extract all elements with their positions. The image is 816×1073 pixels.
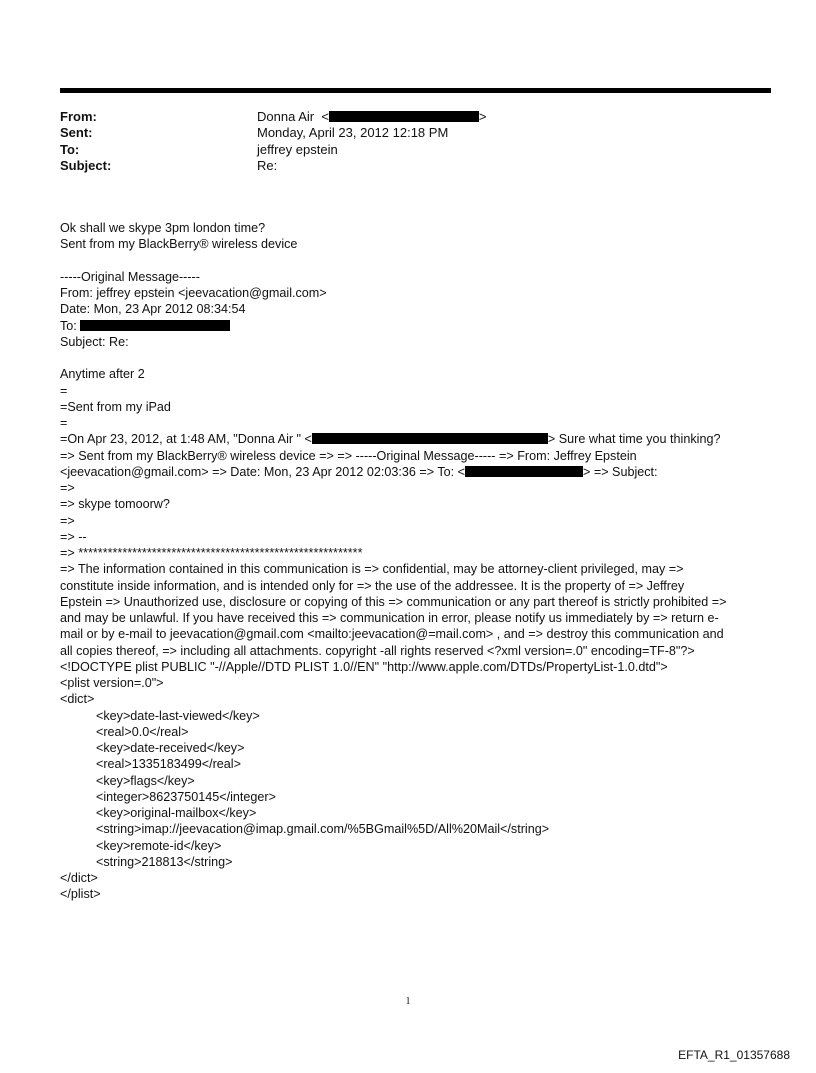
body-line: Subject: Re:: [60, 334, 129, 349]
body-line: <key>original-mailbox</key>: [96, 806, 257, 820]
body-line: =Sent from my iPad: [60, 399, 171, 414]
body-line: <key>date-last-viewed</key>: [96, 708, 260, 723]
redaction: [465, 466, 583, 477]
from-gt: >: [478, 109, 487, 124]
body-line: <key>date-received</key>: [96, 741, 245, 755]
text: =On Apr 23, 2012, at 1:48 AM, "Donna Air " <: [60, 432, 312, 447]
from-lt: <: [321, 109, 329, 124]
body-line: Anytime after 2: [60, 367, 145, 382]
body-line: and may be unlawful. If you have received this => communication in error, please notify us immediately by => return e-: [60, 611, 719, 625]
from-value: [257, 109, 487, 125]
sent-value: Monday, April 23, 2012 12:18 PM: [257, 125, 449, 141]
to-text: To:: [60, 318, 77, 333]
body-line: <!DOCTYPE plist PUBLIC "-//Apple//DTD PLIST 1.0//EN" "http://www.apple.com/DTDs/PropertyList-1.0.dtd">: [60, 659, 668, 674]
text: > Sure what time you thinking?: [547, 432, 721, 447]
to-row: [60, 142, 487, 158]
text: > => Subject:: [582, 464, 658, 479]
body-line: [60, 464, 726, 480]
body-line: => skype tomoorw?: [60, 497, 170, 512]
page-number: 1: [405, 996, 411, 1007]
body-line: => --: [60, 529, 87, 544]
from-label: From:: [60, 109, 97, 124]
body-line: =: [60, 416, 68, 430]
redaction: [80, 320, 230, 331]
body-line: all copies thereof, => including all attachments. copyright -all rights reserved <?xml version=.0" encoding=TF-8"?>: [60, 643, 695, 658]
subject-row: [60, 158, 487, 174]
body-line: Date: Mon, 23 Apr 2012 08:34:54: [60, 302, 246, 317]
sent-label: Sent:: [60, 125, 93, 141]
body-line: =>: [60, 481, 75, 495]
subject-label: Subject:: [60, 157, 112, 173]
body-line: => **********************************************************: [60, 546, 363, 560]
body-line: <real>1335183499</real>: [96, 757, 241, 772]
from-row: [60, 109, 487, 125]
body-line: =: [60, 383, 68, 398]
body-line: </plist>: [60, 887, 101, 902]
body-line: <string>218813</string>: [96, 854, 233, 869]
header-rule: [60, 88, 771, 93]
body-line: [60, 318, 726, 334]
body-line: Epstein => Unauthorized use, disclosure or copying of this => communication or any part thereof is strictly prohibited =>: [60, 594, 727, 609]
body-line: [60, 431, 726, 447]
subject-value: Re:: [257, 157, 278, 173]
to-label: To:: [60, 141, 80, 157]
body-line: <string>imap://jeevacation@imap.gmail.com/%5BGmail%5D/All%20Mail</string>: [96, 822, 550, 837]
body-line: constitute inside information, and is intended only for => the use of the addressee. It is the property of => Jeffrey: [60, 578, 685, 593]
body-line: </dict>: [60, 871, 98, 885]
body-line: <dict>: [60, 692, 95, 707]
email-body: [60, 220, 726, 903]
bates-number: EFTA_R1_01357688: [678, 1048, 790, 1062]
body-line: From: jeffrey epstein <jeevacation@gmail.com>: [60, 286, 327, 300]
redaction: [312, 433, 548, 444]
body-line: Sent from my BlackBerry® wireless device: [60, 237, 298, 252]
from-name: Donna Air: [257, 109, 315, 124]
body-line: mail or by e-mail to jeevacation@gmail.com <mailto:jeevacation@=mail.com> , and => destroy this communication and: [60, 627, 724, 642]
text: <jeevacation@gmail.com> => Date: Mon, 23 Apr 2012 02:03:36 => To: <: [60, 464, 465, 479]
email-header: [60, 109, 487, 174]
body-line: Ok shall we skype 3pm london time?: [60, 221, 266, 235]
body-line: =>: [60, 513, 75, 528]
sent-row: [60, 125, 487, 141]
body-line: <plist version=.0">: [60, 676, 164, 690]
redaction: [329, 111, 479, 122]
body-line: <key>remote-id</key>: [96, 838, 222, 853]
body-line: -----Original Message-----: [60, 269, 200, 284]
body-line: => Sent from my BlackBerry® wireless device => => -----Original Message----- => From: Jeffrey Epstein: [60, 448, 637, 463]
body-line: <key>flags</key>: [96, 773, 195, 788]
body-line: <integer>8623750145</integer>: [96, 789, 276, 804]
body-line: => The information contained in this communication is => confidential, may be attorney-client privileged, may =>: [60, 562, 684, 577]
body-line: <real>0.0</real>: [96, 724, 189, 739]
to-value: jeffrey epstein: [257, 141, 338, 157]
